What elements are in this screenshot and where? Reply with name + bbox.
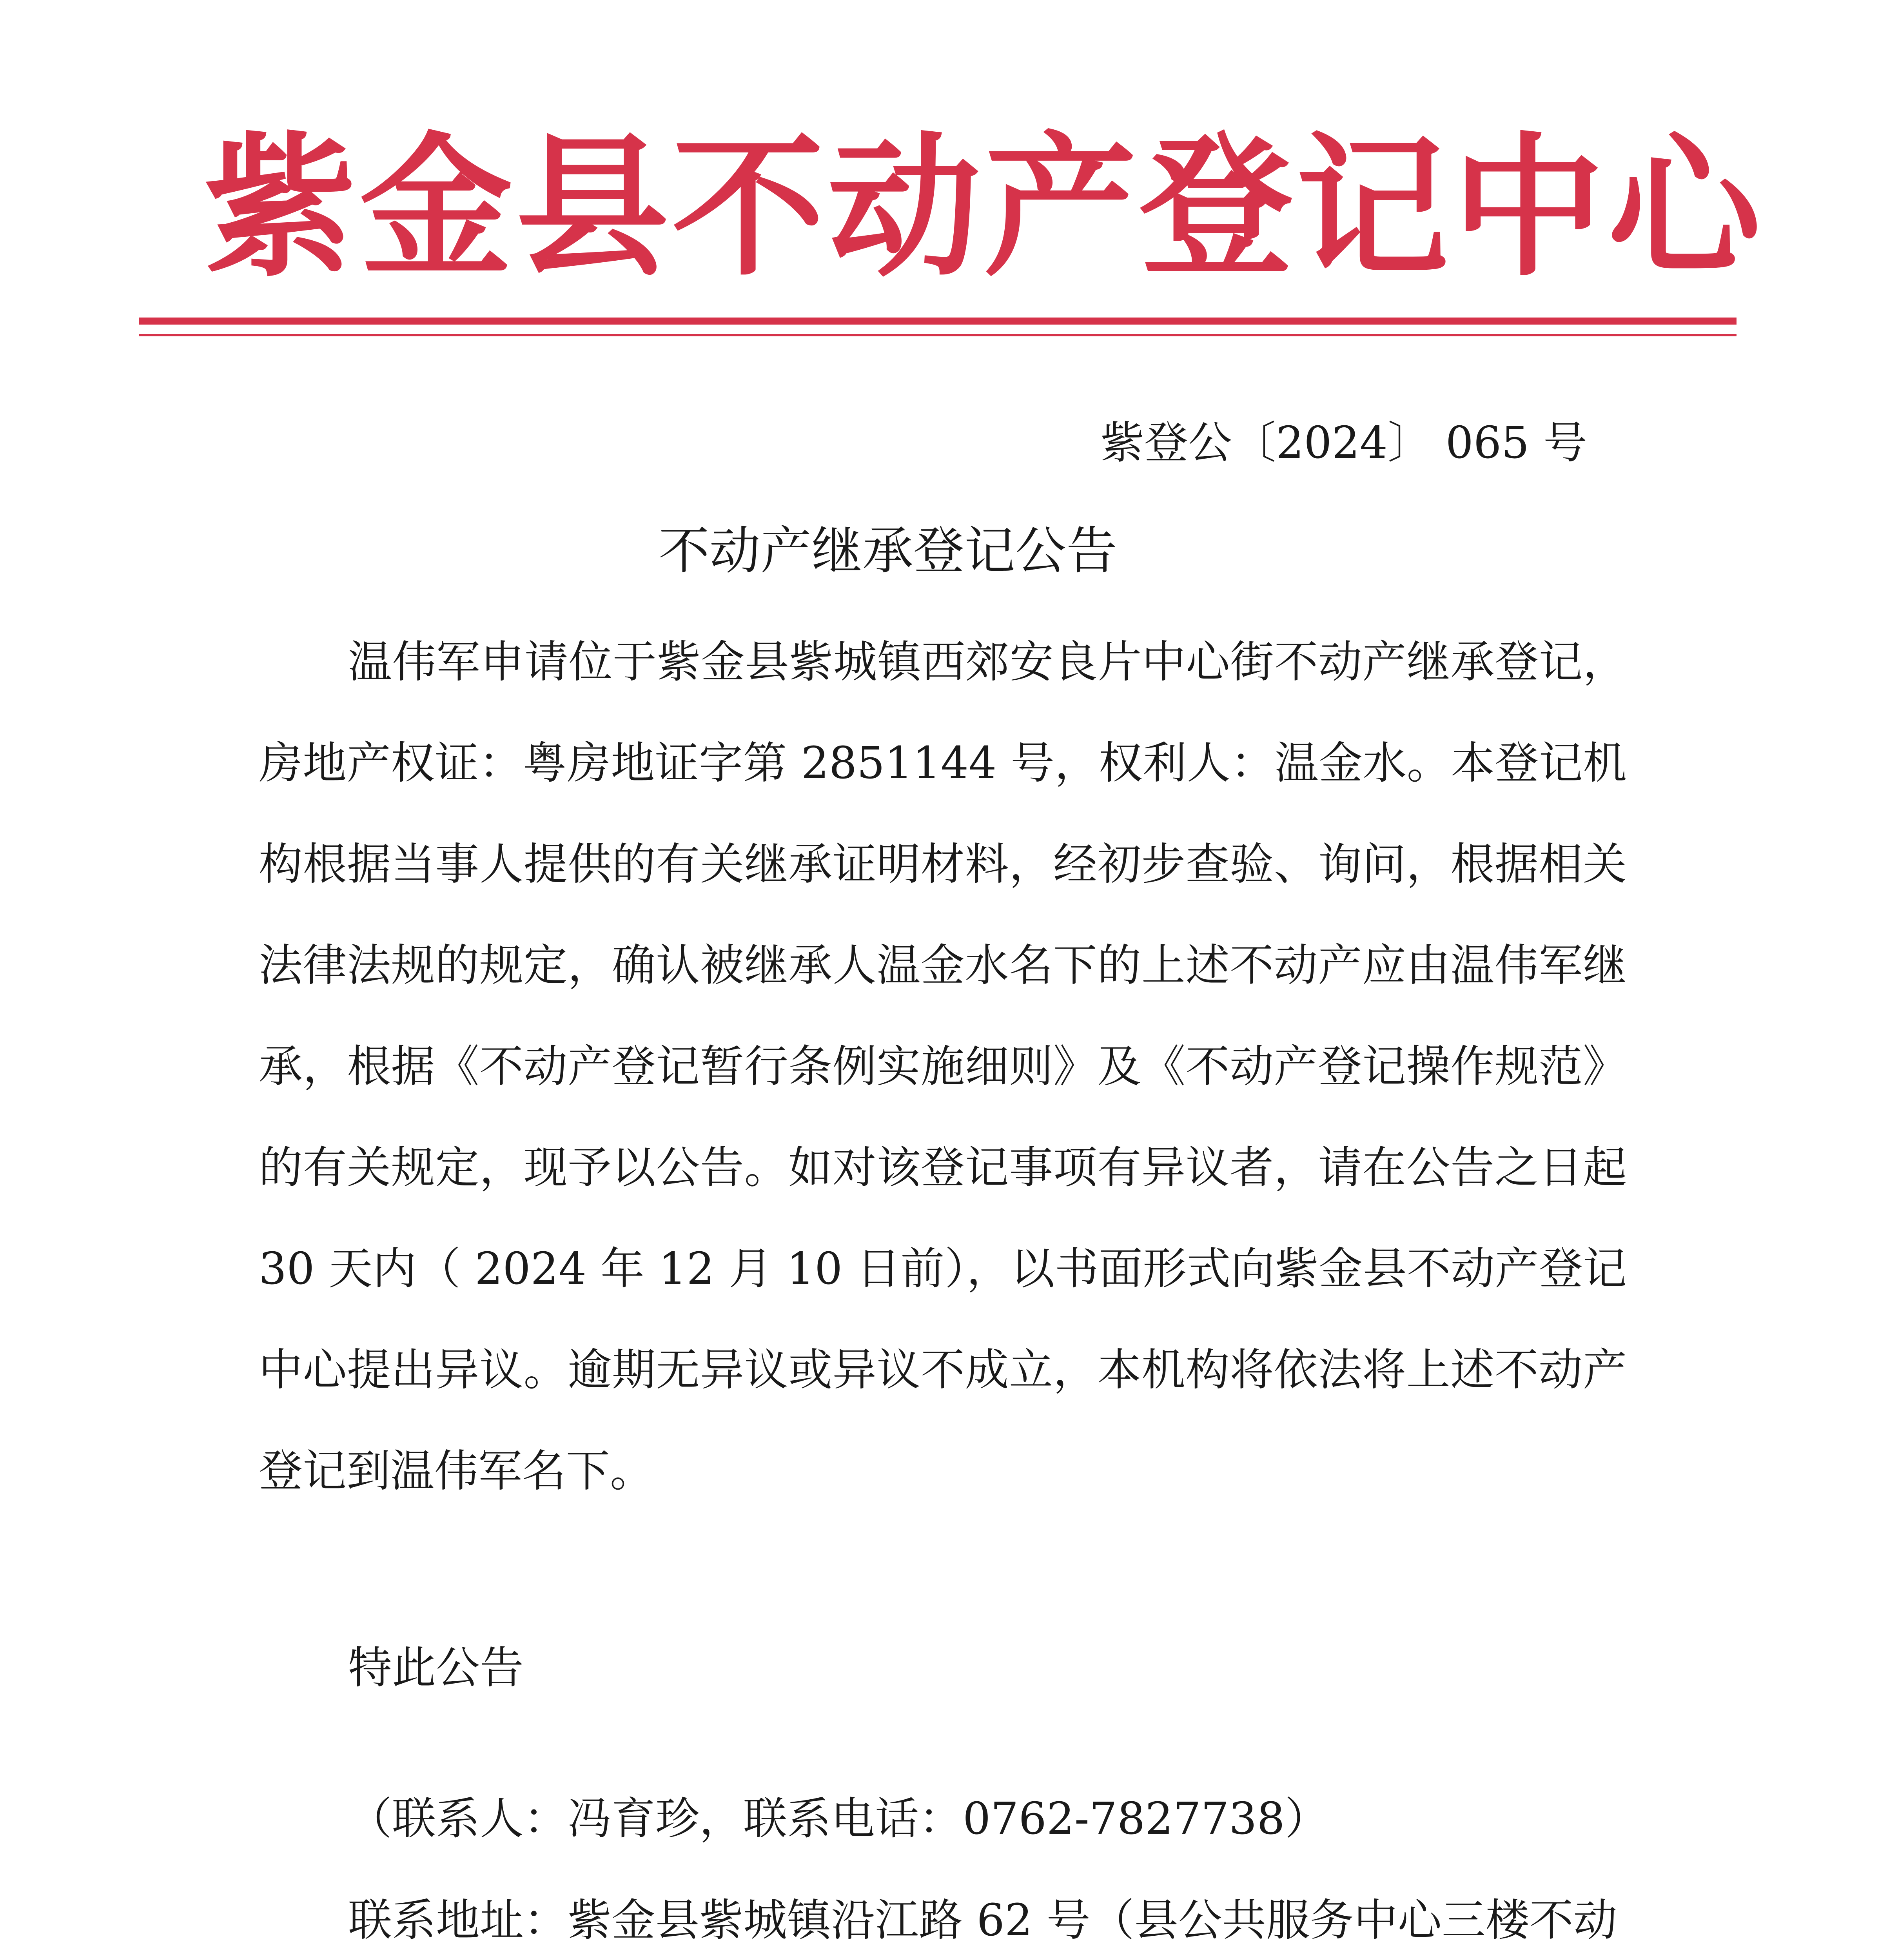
contact-person: （联系人：冯育珍，联系电话：0762-7827738） bbox=[348, 1793, 1329, 1844]
document-number: 紫登公〔2024〕 065 号 bbox=[1100, 417, 1587, 468]
header-rule-thin bbox=[139, 334, 1737, 336]
closing-phrase: 特此公告 bbox=[348, 1642, 524, 1693]
announcement-body: 温伟军申请位于紫金县紫城镇西郊安良片中心街不动产继承登记，房地产权证：粤房地证字第 2851144 号，权利人：温金水。本登记机构根据当事人提供的有关继承证明材料，经初步查验、询问，根据相关法律法规的规定，确认被继承人温金水名下的上述不动产应由温伟军继承，根据《不动产登记暂行条例实施细则》及《不动产登记操作规范》的有关规定，现予以公告。如对该登记事项有异议者，请在公告之日起 30 天内（ 2024 年 12 月 10 日前），以书面形式向紫金县不动产登记中心提出异议。逾期无异议或异议不成立，本机构将依法将上述不动产登记到温伟军名下。 bbox=[259, 637, 1627, 1497]
contact-address: 联系地址：紫金县紫城镇沿江路 62 号（县公共服务中心三楼不动 bbox=[348, 1895, 1617, 1946]
document-title: 不动产继承登记公告 bbox=[659, 521, 1118, 581]
header-rule-thick bbox=[139, 318, 1737, 325]
org-header-title: 紫金县不动产登记中心 bbox=[204, 119, 1764, 297]
